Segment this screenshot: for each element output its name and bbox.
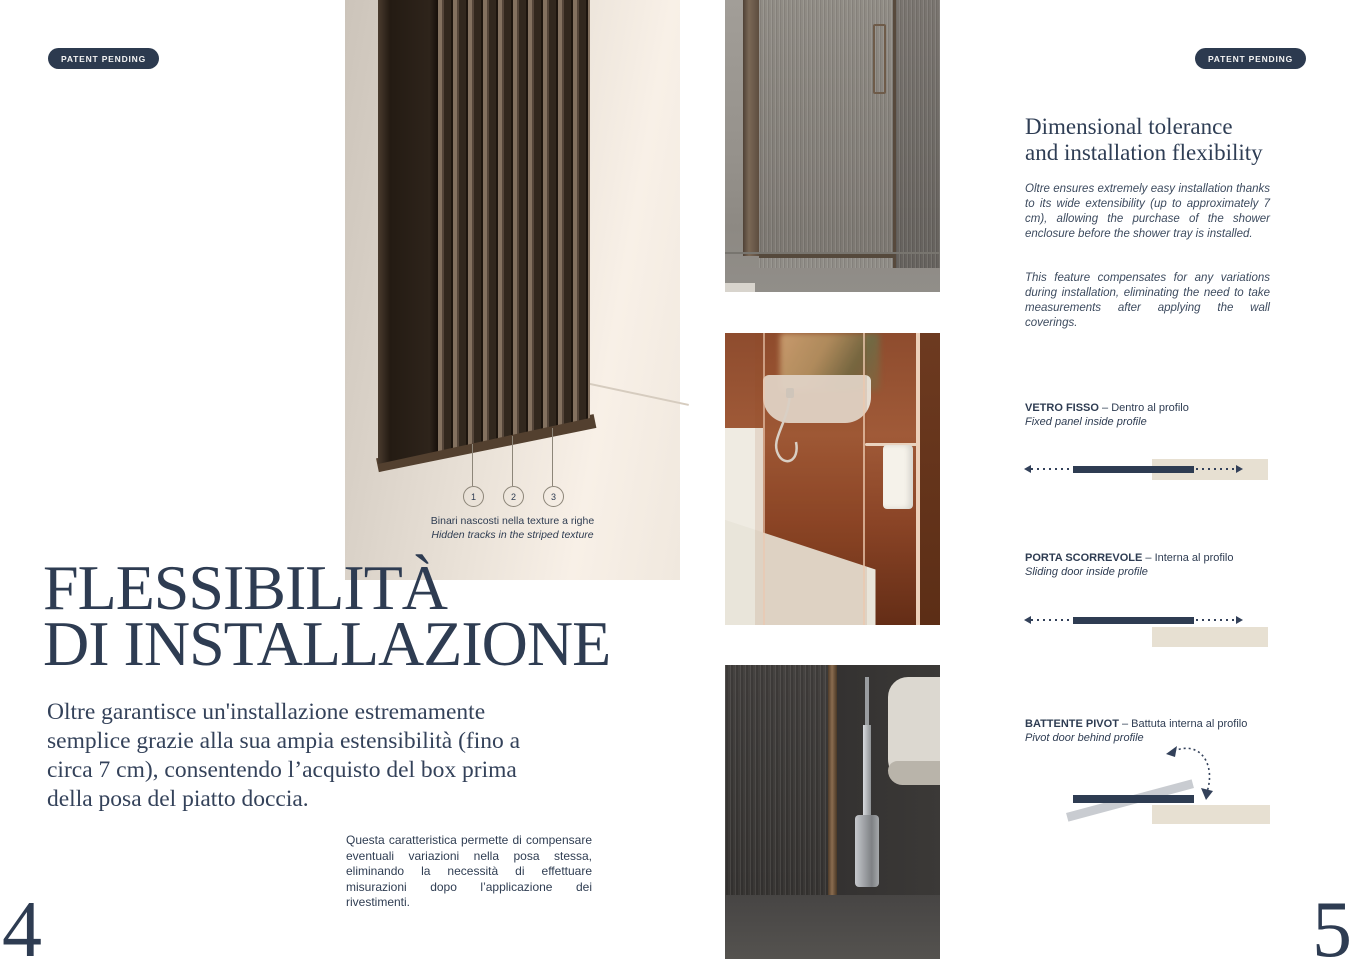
- right-paragraph-1: Oltre ensures extremely easy installation thanks to its wide extensibility (up to approximately 7 cm), allowing the purchase of the shower enclosure before the shower tray is installed.: [1025, 183, 1270, 240]
- section-1-title-bold: VETRO FISSO: [1025, 402, 1099, 414]
- page-number-right: 5: [1312, 886, 1352, 959]
- callout-line-1: [472, 444, 473, 486]
- section-2-title-rest: – Interna al profilo: [1142, 552, 1234, 564]
- glass-edge-right: [863, 333, 865, 625]
- section-1-subtitle: Fixed panel inside profile: [1025, 416, 1147, 428]
- extend-arrow-right-icon: [1236, 465, 1243, 473]
- section-3-subtitle: Pivot door behind profile: [1025, 732, 1144, 744]
- striped-panel-figure: [345, 0, 680, 580]
- callout-circle-2: 2: [503, 486, 524, 507]
- glass-panel-bar: [1073, 466, 1194, 473]
- section-2-title-bold: PORTA SCORREVOLE: [1025, 552, 1143, 564]
- page-number-left: 4: [2, 886, 42, 959]
- photo-shower-dark-detail: [725, 665, 940, 959]
- patent-pending-badge-left: PATENT PENDING: [48, 48, 159, 69]
- door-handle: [873, 24, 886, 94]
- panel-solid-section: [378, 0, 438, 480]
- patent-pending-badge-right: PATENT PENDING: [1195, 48, 1306, 69]
- figure-caption-italian: Binari nascosti nella texture a righe: [430, 515, 595, 527]
- section-3-title-rest: – Battuta interna al profilo: [1118, 718, 1248, 730]
- brush-handle: [865, 677, 869, 729]
- photo-shower-exterior: [725, 0, 940, 292]
- section-3-title-bold: BATTENTE PIVOT: [1025, 718, 1119, 730]
- extend-dots-right: [1196, 619, 1236, 621]
- note-paragraph: Questa caratteristica permette di compensare eventuali variazioni nella posa stessa, eliminando la necessità di effettuare misurazioni dopo l’applicazione dei rivestimenti.: [346, 833, 592, 909]
- brush-rod: [863, 725, 871, 821]
- extend-arrow-left-icon: [1024, 465, 1031, 473]
- page-title-line2: DI INSTALLAZIONE: [43, 608, 611, 679]
- intro-paragraph: Oltre garantisce un'installazione estremamente semplice grazie alla sua ampia estensibilità (fino a circa 7 cm), consentendo l’acquisto del box prima della posa del piatto doccia.: [47, 699, 521, 812]
- panel-slatted-section: [438, 0, 590, 480]
- wall-block: [1152, 805, 1270, 824]
- callout-line-3: [552, 428, 553, 486]
- page-title-line1: FLESSIBILITÀ: [43, 552, 447, 623]
- right-heading-line1: Dimensional tolerance: [1025, 114, 1233, 139]
- right-heading-line2: and installation flexibility: [1025, 140, 1263, 165]
- bottom-track: [759, 254, 895, 258]
- section-label-battente-pivot: [1025, 718, 1275, 745]
- bathroom-floor: [725, 252, 940, 292]
- wall-corner-line: [576, 380, 689, 406]
- extend-dots-right: [1196, 468, 1236, 470]
- brush-holder: [855, 815, 879, 887]
- floor-sill: [725, 283, 755, 292]
- glass-flute-texture: [759, 0, 940, 268]
- callout-line-2: [512, 436, 513, 486]
- section-2-title: [1025, 552, 1275, 565]
- extend-arrow-left-icon: [1024, 616, 1031, 624]
- white-towel: [883, 445, 913, 509]
- hand-shower-hose-icon: [760, 388, 820, 483]
- right-paragraph-2: This feature compensates for any variations during installation, eliminating the need to take measurements after applying the wall coverings.: [1025, 272, 1270, 329]
- dark-floor: [725, 895, 940, 959]
- glass-corner-profile: [893, 0, 896, 268]
- section-1-title: [1025, 402, 1275, 415]
- callout-circle-3: 3: [543, 486, 564, 507]
- figure-caption-english: Hidden tracks in the striped texture: [431, 529, 594, 541]
- photo-shower-interior-copper: [725, 333, 940, 625]
- extend-dots-left: [1031, 468, 1073, 470]
- extend-dots-left: [1031, 619, 1073, 621]
- section-label-porta-scorrevole: [1025, 552, 1275, 579]
- extend-arrow-right-icon: [1236, 616, 1243, 624]
- toilet-base: [888, 761, 940, 785]
- section-label-vetro-fisso: [1025, 402, 1275, 429]
- figure-caption: [430, 515, 595, 541]
- side-cabinet: [920, 333, 940, 625]
- right-page-heading: [1025, 114, 1263, 166]
- callout-circle-1: 1: [463, 486, 484, 507]
- shower-frame-bronze: [743, 0, 759, 256]
- pivot-arc-icon: [1158, 738, 1220, 802]
- section-2-subtitle: Sliding door inside profile: [1025, 566, 1148, 578]
- wall-block: [1152, 627, 1268, 647]
- section-3-title: [1025, 718, 1275, 731]
- page-title: [43, 552, 611, 679]
- sliding-door-bar: [1073, 617, 1194, 624]
- section-1-title-rest: – Dentro al profilo: [1098, 402, 1189, 414]
